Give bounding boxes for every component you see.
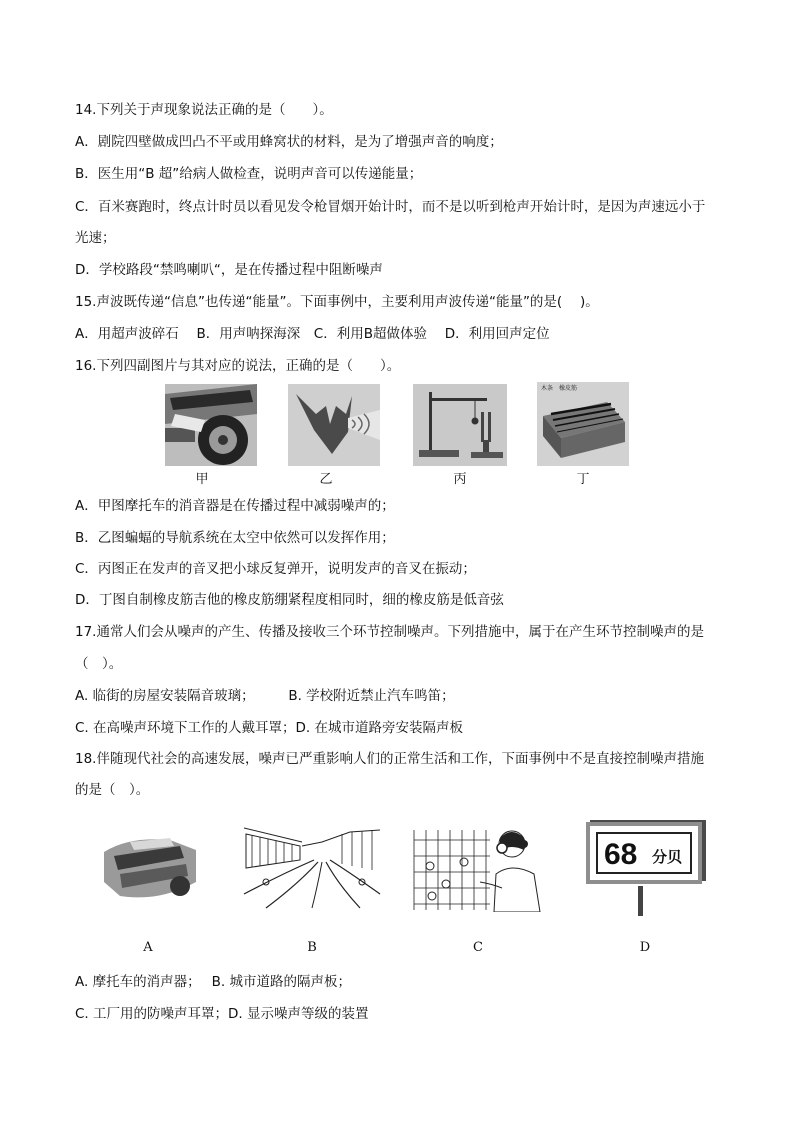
q16-option-c: C．丙图正在发声的音叉把小球反复弹开，说明发声的音叉在振动； xyxy=(75,561,476,577)
q14-option-a: A．剧院四壁做成凹凸不平或用蜂窝状的材料，是为了增强声音的响度； xyxy=(75,134,503,150)
q15-stem: 15.声波既传递“信息”也传递“能量”。下面事例中，主要利用声波传递“能量”的是( )。 xyxy=(75,294,599,310)
noise-level-unit: 分贝 xyxy=(652,848,683,866)
q16-figure-label: 木条 橡皮筋 xyxy=(541,385,578,392)
q18-options-ab: A. 摩托车的消声器； B. 城市道路的隔声板； xyxy=(75,974,351,990)
q18-caption-c: C xyxy=(473,940,483,955)
q15-options: A．用超声波碎石 B．用声呐探海深 C．利用B超做体验 D．利用回声定位 xyxy=(75,326,550,342)
q16-caption-jia: 甲 xyxy=(195,472,209,487)
q18-figure-sound-barrier xyxy=(242,824,382,910)
q17-options-ab: A. 临街的房屋安装隔音玻璃； B. 学校附近禁止汽车鸣笛； xyxy=(75,688,455,704)
q16-figure-rubber-band-guitar xyxy=(537,382,629,466)
noise-sign-pole xyxy=(638,886,643,916)
q16-option-d: D．丁图自制橡皮筋吉他的橡皮筋绷紧程度相同时，细的橡皮筋是低音弦 xyxy=(75,592,504,608)
q16-figure-tuning-fork xyxy=(413,384,507,466)
q17-options-cd: C. 在高噪声环境下工作的人戴耳罩；D. 在城市道路旁安装隔声板 xyxy=(75,720,463,736)
q18-figure-noise-meter xyxy=(584,820,710,920)
q14-stem: 14.下列关于声现象说法正确的是（ ）。 xyxy=(75,102,333,118)
q18-figure-muffler xyxy=(100,832,200,906)
q14-option-d: D．学校路段“禁鸣喇叭“，是在传播过程中阻断噪声 xyxy=(75,262,383,278)
q16-option-b: B．乙图蝙蝠的导航系统在太空中依然可以发挥作用； xyxy=(75,530,395,546)
noise-level-value: 68 xyxy=(604,838,638,871)
q16-caption-ding: 丁 xyxy=(576,472,590,487)
q17-stem-line2: （ ）。 xyxy=(75,656,123,672)
q16-figure-motorcycle xyxy=(165,384,257,466)
q18-figure-ear-protection xyxy=(410,826,544,912)
q16-option-a: A．甲图摩托车的消音器是在传播过程中减弱噪声的； xyxy=(75,498,395,514)
q18-caption-b: B xyxy=(307,940,317,955)
q18-caption-a: A xyxy=(143,940,153,955)
q16-stem: 16.下列四副图片与其对应的说法，正确的是（ ）。 xyxy=(75,358,401,374)
q14-option-c-line1: C．百米赛跑时，终点计时员以看见发令枪冒烟开始计时，而不是以听到枪声开始计时，是因为声速远小于 xyxy=(75,199,706,215)
q18-caption-d: D xyxy=(639,940,651,955)
q16-figure-bat xyxy=(288,384,380,466)
q16-caption-yi: 乙 xyxy=(319,472,333,487)
q18-stem-line2: 的是（ ）。 xyxy=(75,782,150,798)
q14-option-b: B．医生用“B 超”给病人做检查，说明声音可以传递能量； xyxy=(75,166,423,182)
q17-stem-line1: 17.通常人们会从噪声的产生、传播及接收三个环节控制噪声。下列措施中，属于在产生环节控制噪声的是 xyxy=(75,624,704,640)
noise-sign-panel xyxy=(586,822,702,884)
q18-stem-line1: 18.伴随现代社会的高速发展，噪声已严重影响人们的正常生活和工作，下面事例中不是直接控制噪声措施 xyxy=(75,751,704,767)
q14-option-c-line2: 光速； xyxy=(75,230,116,246)
q18-options-cd: C. 工厂用的防噪声耳罩；D. 显示噪声等级的装置 xyxy=(75,1006,369,1022)
q16-caption-bing: 丙 xyxy=(453,472,467,487)
